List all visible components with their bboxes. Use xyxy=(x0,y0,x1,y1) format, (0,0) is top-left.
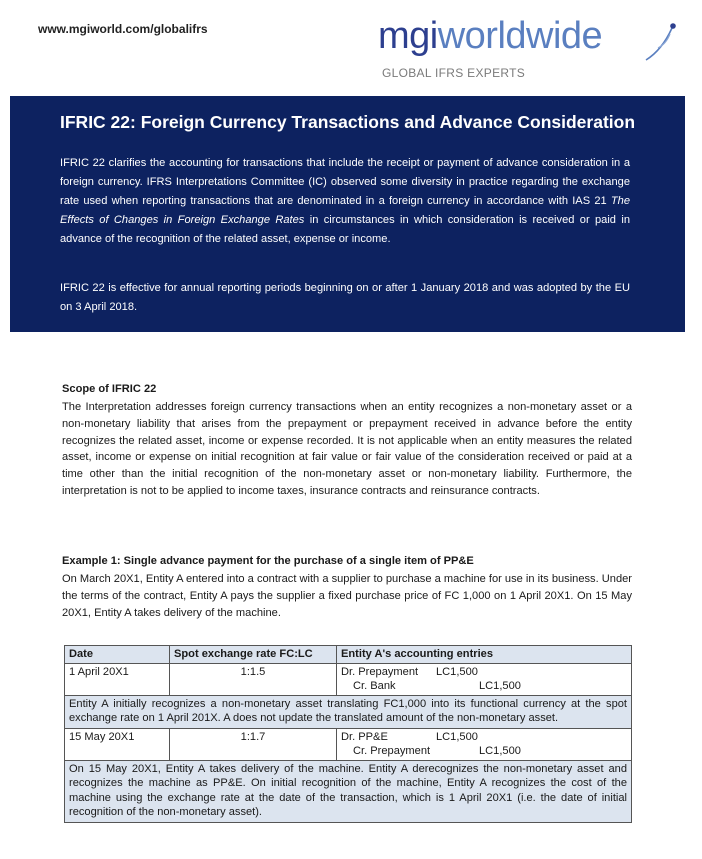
debit-entry: Dr. PP&E LC1,500 xyxy=(341,730,478,743)
table-header-row xyxy=(65,646,632,664)
table-note-row xyxy=(65,760,632,822)
table-note-row xyxy=(65,695,632,728)
intro-banner xyxy=(10,96,685,332)
row-note: On 15 May 20X1, Entity A takes delivery of the machine. Entity A derecognizes the non-monetary asset and recognizes the machine as PP&E. On initial recognition of the machine, Entity A recognizes the cost of the machine using the exchange rate at the date of the transaction, which is 1 April 20X1 (i.e. the date of initial recognition of the non-monetary asset). xyxy=(65,760,632,822)
row-date: 15 May 20X1 xyxy=(65,728,170,760)
example-paragraph: On March 20X1, Entity A entered into a contract with a supplier to purchase a machine for use in its business. Under the terms of the contract, Entity A pays the supplier a fixed purchase price of FC 1,000 on 1 April 20X1. On 15 May 20X1, Entity A takes delivery of the machine. xyxy=(62,573,632,619)
row-rate: 1:1.7 xyxy=(170,728,337,760)
row-date: 1 April 20X1 xyxy=(65,663,170,695)
table-row xyxy=(65,728,632,760)
row-note: Entity A initially recognizes a non-monetary asset translating FC1,000 into its functional currency at the spot exchange rate on 1 April 201X. A does not update the translated amount of the non-monetary asset. xyxy=(65,695,632,728)
scope-heading: Scope of IFRIC 22 xyxy=(62,383,157,395)
table-row xyxy=(65,663,632,695)
logo-tagline: GLOBAL IFRS EXPERTS xyxy=(382,66,526,80)
header-rate: Spot exchange rate FC:LC xyxy=(170,646,337,664)
mgi-logo xyxy=(378,14,678,86)
row-entries xyxy=(337,663,632,695)
scope-paragraph: The Interpretation addresses foreign currency transactions when an entity recognizes a non-monetary asset or a non-monetary liability that arises from the prepayment or prepayment received in advance before the entity recognizes the related asset, income or expense recorded. It is not applicable when an entity measures the related asset, income or expense on initial recognition at fair value or fair value of the consideration received or paid at a time other than the initial recognition of the non-monetary asset or non-monetary liability. Furthermore, the interpretation is not to be applied to income taxes, insurance contracts and reinsurance contracts. xyxy=(62,401,632,497)
debit-entry: Dr. Prepayment LC1,500 xyxy=(341,665,478,678)
example-heading: Example 1: Single advance payment for the purchase of a single item of PP&E xyxy=(62,555,474,567)
website-url[interactable]: www.mgiworld.com/globalifrs xyxy=(38,22,208,36)
accounting-entries-table xyxy=(64,645,632,823)
credit-entry: Cr. Prepayment LC1,500 xyxy=(353,745,521,757)
row-rate: 1:1.5 xyxy=(170,663,337,695)
credit-entry: Cr. Bank LC1,500 xyxy=(353,680,521,692)
logo-swoosh-icon xyxy=(640,20,680,64)
intro-paragraph-1: IFRIC 22 clarifies the accounting for transactions that include the receipt or payment of advance consideration in a foreign currency. IFRS Interpretations Committee (IC) observed some diversity in practice regarding the exchange rate used when reporting transactions that are denominated in a foreign currency in accordance with IAS 21 The Effects of Changes in Foreign Exchange Rates in circumstances in which consideration is received or paid in advance of the recognition of the related asset, expense or income. xyxy=(60,157,630,245)
header-entries: Entity A's accounting entries xyxy=(337,646,632,664)
intro-paragraph-2: IFRIC 22 is effective for annual reporting periods beginning on or after 1 January 2018 and was adopted by the EU on 3 April 2018. xyxy=(60,282,630,313)
page-title: IFRIC 22: Foreign Currency Transactions and Advance Consideration xyxy=(60,112,636,132)
header-date: Date xyxy=(65,646,170,664)
row-entries xyxy=(337,728,632,760)
logo-wordmark: mgiworldwide xyxy=(378,15,603,57)
